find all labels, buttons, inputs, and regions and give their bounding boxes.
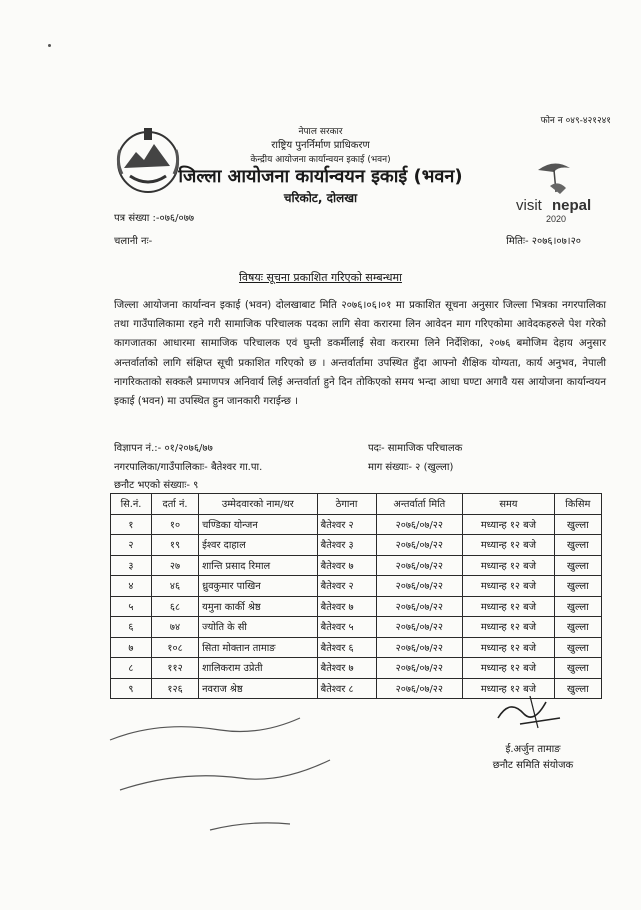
svg-text:nepal: nepal bbox=[552, 197, 592, 214]
table-cell: खुल्ला bbox=[554, 555, 601, 576]
table-cell: मध्यान्ह १२ बजे bbox=[463, 617, 555, 638]
table-cell: मध्यान्ह १२ बजे bbox=[463, 514, 555, 535]
handwritten-note bbox=[100, 700, 360, 870]
signatory-block bbox=[478, 742, 588, 774]
table-header-row bbox=[111, 494, 602, 515]
table-cell: २०७६/०७/२२ bbox=[376, 678, 463, 699]
shortlisted-count: छनौट भएको संख्याः- ९ bbox=[114, 480, 199, 491]
table-cell: ४ bbox=[111, 576, 152, 597]
table-cell: २०७६/०७/२२ bbox=[376, 555, 463, 576]
table-cell: नवराज श्रेष्ठ bbox=[199, 678, 318, 699]
table-cell: २०७६/०७/२२ bbox=[376, 535, 463, 556]
demand-count: माग संख्याः- २ (खुल्ला) bbox=[368, 462, 454, 473]
letter-date: मितिः- २०७६।०७।२० bbox=[506, 236, 581, 247]
office-phone: फोन न ०४९-४२१२४१ bbox=[540, 116, 611, 126]
table-cell: १ bbox=[111, 514, 152, 535]
table-row bbox=[111, 658, 602, 679]
govt-name: नेपाल सरकार bbox=[298, 127, 343, 137]
ad-number: विज्ञापन नं.:- ०१/२०७६/७७ bbox=[114, 443, 213, 454]
table-cell: १० bbox=[151, 514, 198, 535]
table-row bbox=[111, 514, 602, 535]
col-header: उम्मेदवारको नाम/थर bbox=[199, 494, 318, 515]
table-cell: २०७६/०७/२२ bbox=[376, 514, 463, 535]
table-row bbox=[111, 576, 602, 597]
table-cell: खुल्ला bbox=[554, 617, 601, 638]
table-cell: मध्यान्ह १२ बजे bbox=[463, 535, 555, 556]
col-header: अन्तर्वार्ता मिति bbox=[376, 494, 463, 515]
table-cell: मध्यान्ह १२ बजे bbox=[463, 658, 555, 679]
table-cell: बैतेश्वर ६ bbox=[317, 637, 376, 658]
table-cell: २ bbox=[111, 535, 152, 556]
col-header: दर्ता नं. bbox=[151, 494, 198, 515]
col-header: सि.नं. bbox=[111, 494, 152, 515]
table-cell: खुल्ला bbox=[554, 637, 601, 658]
table-cell: बैतेश्वर ५ bbox=[317, 617, 376, 638]
svg-text:visit: visit bbox=[516, 197, 542, 214]
table-cell: बैतेश्वर ७ bbox=[317, 658, 376, 679]
scan-speck bbox=[48, 44, 51, 47]
svg-text:2020: 2020 bbox=[546, 214, 567, 224]
col-header: ठेगाना bbox=[317, 494, 376, 515]
office-location: चरिकोट, दोलखा bbox=[283, 191, 358, 205]
table-cell: शालिकराम उप्रेती bbox=[199, 658, 318, 679]
subject-line: विषयः सूचना प्रकाशित गरिएको सम्बन्धमा bbox=[239, 271, 402, 284]
table-row bbox=[111, 596, 602, 617]
table-cell: मध्यान्ह १२ बजे bbox=[463, 678, 555, 699]
candidate-table bbox=[110, 493, 602, 699]
table-cell: १०८ bbox=[151, 637, 198, 658]
table-cell: बैतेश्वर २ bbox=[317, 576, 376, 597]
table-cell: बैतेश्वर ८ bbox=[317, 678, 376, 699]
table-cell: २०७६/०७/२२ bbox=[376, 637, 463, 658]
table-cell: खुल्ला bbox=[554, 658, 601, 679]
table-cell: सिता मोक्तान तामाङ bbox=[199, 637, 318, 658]
table-cell: ईश्वर दाहाल bbox=[199, 535, 318, 556]
table-cell: खुल्ला bbox=[554, 678, 601, 699]
dispatch-number: चलानी नः- bbox=[114, 236, 153, 247]
municipality: नगरपालिका/गाउँपालिकाः- बैतेश्वर गा.पा. bbox=[114, 462, 263, 473]
table-cell: २०७६/०७/२२ bbox=[376, 596, 463, 617]
col-header: किसिम bbox=[554, 494, 601, 515]
authority-name: राष्ट्रिय पुनर्निर्माण प्राधिकरण bbox=[271, 140, 370, 151]
table-cell: १२६ bbox=[151, 678, 198, 699]
table-cell: ६ bbox=[111, 617, 152, 638]
table-cell: बैतेश्वर ७ bbox=[317, 596, 376, 617]
table-cell: ज्योति के सी bbox=[199, 617, 318, 638]
col-header: समय bbox=[463, 494, 555, 515]
table-cell: ८ bbox=[111, 658, 152, 679]
table-row bbox=[111, 555, 602, 576]
table-cell: खुल्ला bbox=[554, 514, 601, 535]
table-cell: ३ bbox=[111, 555, 152, 576]
signature-mark bbox=[490, 688, 570, 736]
table-cell: खुल्ला bbox=[554, 596, 601, 617]
table-cell: खुल्ला bbox=[554, 535, 601, 556]
table-cell: ११२ bbox=[151, 658, 198, 679]
notice-body: जिल्ला आयोजना कार्यान्वन इकाई (भवन) दोलखाबाट मिति २०७६।०६।०१ मा प्रकाशित सूचना अनुसार जिल्ला भित्रका नगरपालिका तथा गाउँपालिकामा रहने गरी सामाजिक परिचालक पदका लागि सेवा करारमा लिन आवेदन माग गरिएकोमा आवेदकहरुले पेश गरेको कागजातका आधारमा सामाजिक परिचालक एवं घुम्ती डकर्मीलाई सेवा करारमा लिने निर्देशिका, २०७६ बमोजिम देहाय अनुसार अन्तर्वार्ताको लागि संक्षिप्त सूची प्रकाशित गरिएको छ । अन्तर्वार्तामा उपस्थित हुँदा आफ्नो शैक्षिक योग्यता, कार्य अनुभव, नेपाली नागरिकताको सक्कलै प्रमाणपत्र अनिवार्य लिई अन्तर्वार्ता हुने दिन तोकिएको समय भन्दा आधा घण्टा अगावै यस आयोजना कार्यान्वयन इकाई (भवन) मा उपस्थित हुन जानकारी गराईन्छ । bbox=[114, 300, 606, 408]
table-cell: २०७६/०७/२२ bbox=[376, 576, 463, 597]
post-name: पदः- सामाजिक परिचालक bbox=[368, 443, 463, 454]
table-cell: ध्रुवकुमार पाखिन bbox=[199, 576, 318, 597]
table-cell: यमुना कार्की श्रेष्ठ bbox=[199, 596, 318, 617]
table-cell: मध्यान्ह १२ बजे bbox=[463, 576, 555, 597]
table-cell: ४६ bbox=[151, 576, 198, 597]
table-cell: २०७६/०७/२२ bbox=[376, 617, 463, 638]
table-cell: मध्यान्ह १२ बजे bbox=[463, 555, 555, 576]
table-cell: १९ bbox=[151, 535, 198, 556]
office-name: जिल्ला आयोजना कार्यान्वयन इकाई (भवन) bbox=[178, 166, 463, 187]
table-cell: बैतेश्वर ३ bbox=[317, 535, 376, 556]
table-cell: ७ bbox=[111, 637, 152, 658]
table-cell: बैतेश्वर २ bbox=[317, 514, 376, 535]
table-cell: शान्ति प्रसाद रिमाल bbox=[199, 555, 318, 576]
table-cell: २०७६/०७/२२ bbox=[376, 658, 463, 679]
table-row bbox=[111, 617, 602, 638]
central-unit-name: केन्द्रीय आयोजना कार्यान्वयन इकाई (भवन) bbox=[250, 155, 391, 165]
signatory-title: छनौट समिति संयोजक bbox=[492, 760, 574, 771]
table-cell: २७ bbox=[151, 555, 198, 576]
table-cell: खुल्ला bbox=[554, 576, 601, 597]
table-row bbox=[111, 637, 602, 658]
table-row bbox=[111, 535, 602, 556]
table-cell: ७४ bbox=[151, 617, 198, 638]
table-cell: चण्डिका योन्जन bbox=[199, 514, 318, 535]
reference-number: पत्र संख्या :-०७६/०७७ bbox=[114, 213, 195, 224]
table-cell: बैतेश्वर ७ bbox=[317, 555, 376, 576]
table-cell: ६८ bbox=[151, 596, 198, 617]
table-cell: मध्यान्ह १२ बजे bbox=[463, 596, 555, 617]
visit-nepal-logo-icon bbox=[510, 156, 606, 226]
table-cell: ५ bbox=[111, 596, 152, 617]
table-cell: ९ bbox=[111, 678, 152, 699]
table-cell: मध्यान्ह १२ बजे bbox=[463, 637, 555, 658]
signatory-name: ई.अर्जुन तामाङ bbox=[505, 744, 561, 755]
